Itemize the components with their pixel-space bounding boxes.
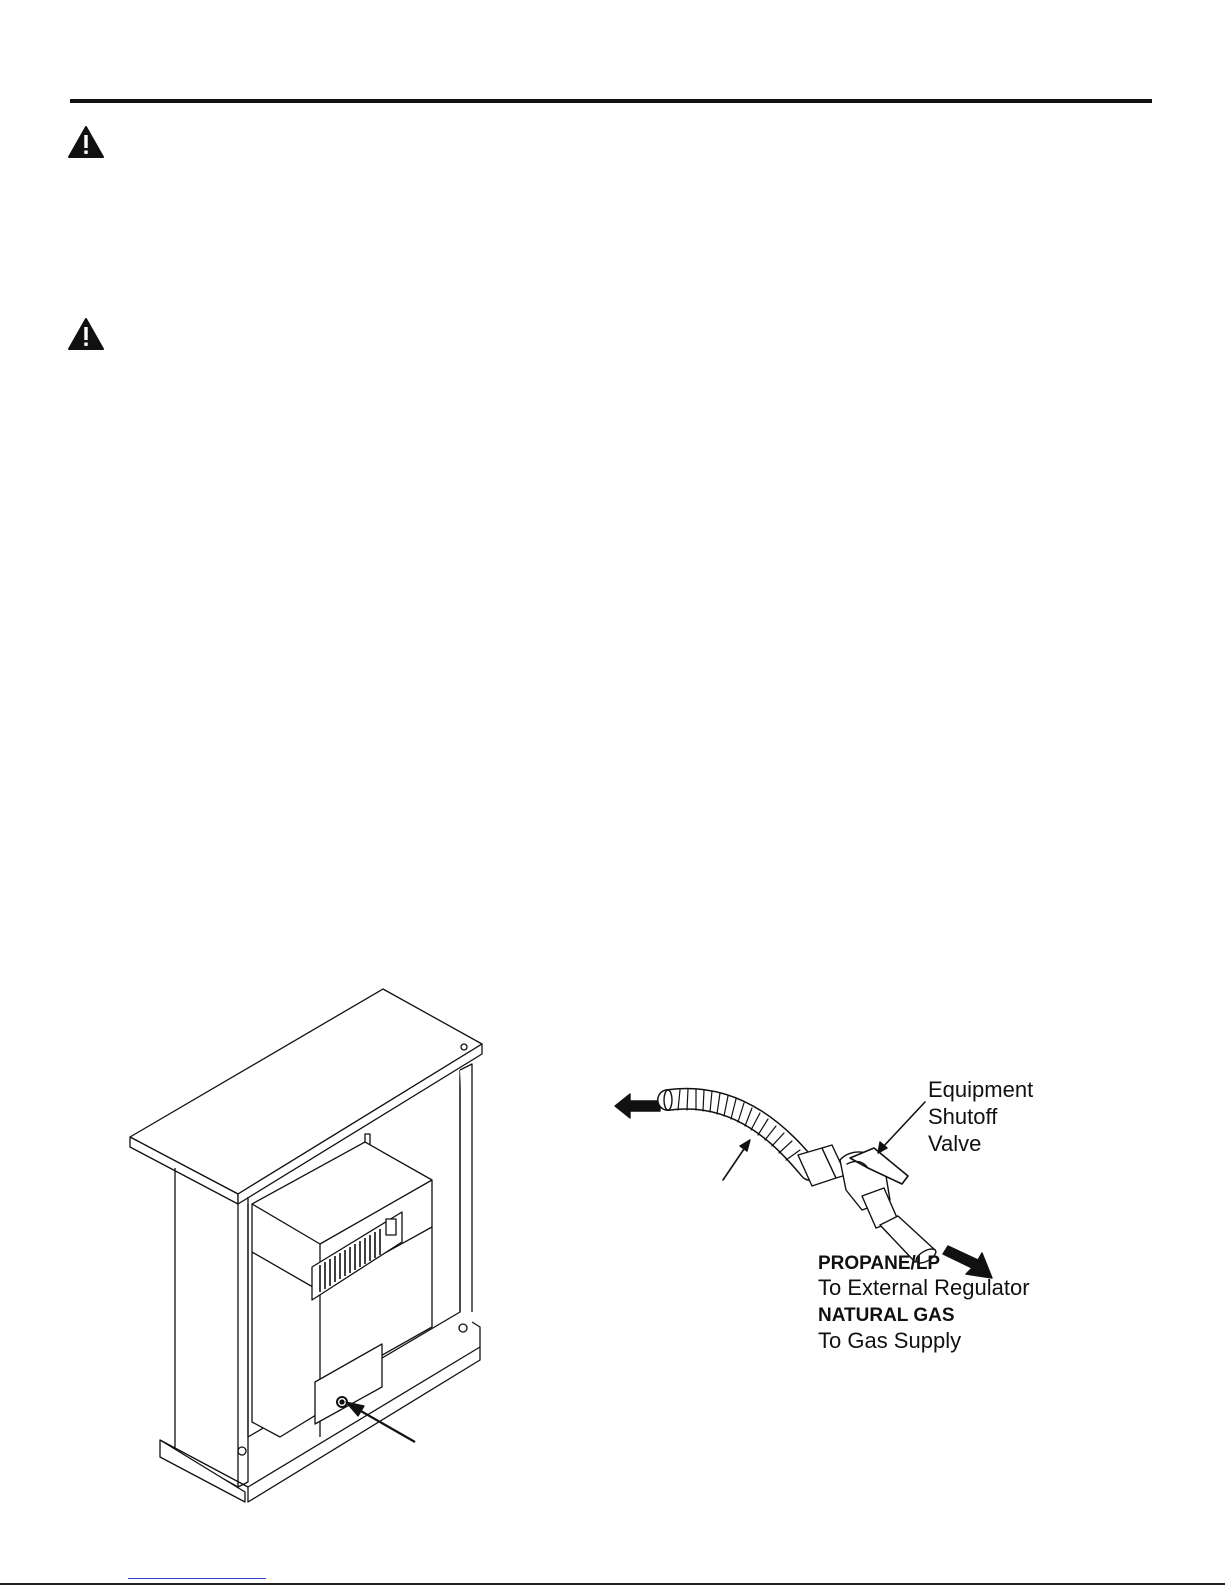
valve-label-line: Valve: [928, 1131, 982, 1156]
natural-gas-label: NATURAL GAS: [818, 1305, 955, 1326]
warning-triangle-icon: [68, 318, 104, 350]
propane-text: To External Regulator: [818, 1275, 1030, 1300]
valve-label: [928, 1076, 1033, 1157]
warning-triangle-icon: [68, 126, 104, 158]
top-rule: [70, 99, 1152, 103]
fireplace-rear-illustration: [120, 982, 510, 1512]
footer-link-underline[interactable]: [128, 1578, 266, 1579]
natural-gas-text: To Gas Supply: [818, 1328, 962, 1353]
valve-label-line: Equipment: [928, 1077, 1034, 1102]
valve-label-line: Shutoff: [928, 1104, 998, 1129]
propane-label: PROPANE/LP: [818, 1253, 941, 1274]
